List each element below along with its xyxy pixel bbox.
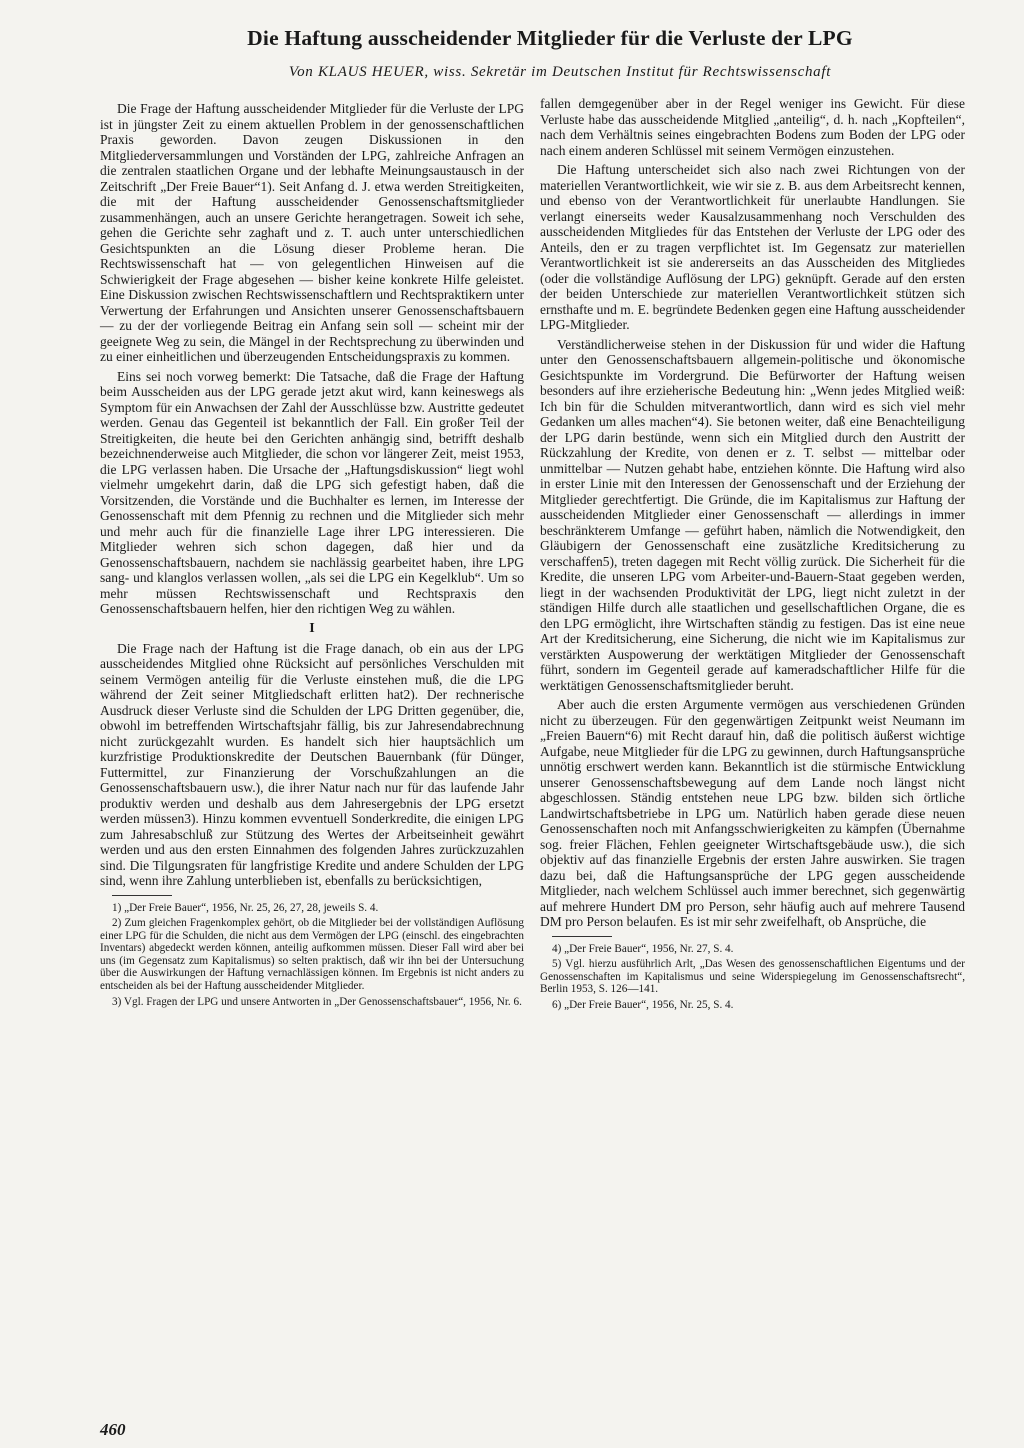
footnote: 4) „Der Freie Bauer“, 1956, Nr. 27, S. 4. [552,942,734,955]
paragraph: Die Frage nach der Haftung ist die Frage danach, ob ein aus der LPG ausscheidendes Mitglied ohne Rücksicht auf persönliches Verschulden mit seinem Vermögen anteilig für die Verluste einstehen muß, die die LPG während der Zeit seiner Mitgliedschaft erlitten hat2). Der rechnerische Ausdruck dieser Verluste sind die Schulden der LPG Dritten gegenüber, die, obwohl im betreffenden Wirtschaftsjahr fällig, bis zur Jahresendabrechnung nicht zurückgezahlt wurden. Es handelt sich hier hauptsächlich um kurzfristige Produktionskredite der Deutschen Bauernbank (für Dünger, Futtermittel, zur Finanzierung der Vorschußzahlungen an die Genossenschaftsbauern usw.), die ihrer Natur nach nur für das laufende Jahr produktiv werden und deshalb aus dem Jahresergebnis der LPG ersetzt werden müssen3). Hinzu kommen evventuell Sonderkredite, die einigen LPG zum Jahresabschluß zur Stützung des Wertes der Arbeitseinheit gewährt werden und aus den ersten Einnahmen des folgenden Jahres zurückzuzahlen sind. Die Tilgungsraten für langfristige Kredite und andere Schulden der LPG sind, wenn ihre Zahlung unterblieben ist, ebenfalls zu berücksichtigen, [100,640,524,888]
article-title: Die Haftung ausscheidender Mitglieder für die Verluste der LPG [247,26,853,50]
paragraph: Die Haftung unterscheidet sich also nach zwei Richtungen von der materiellen Verantwortlichkeit, wie wir sie z. B. aus dem Arbeitsrecht kennen, und ebenso von der Verantwortlichkeit für unerlaubte Handlungen. Sie verlangt einerseits weder Kausalzusammenhang noch Verschulden des ausscheidenden Mitgliedes für das Entstehen der Verluste der LPG oder des Anteils, den er zu tragen verpflichtet ist. Im Gegensatz zur materiellen Verantwortlichkeit ist sie andererseits an das Ausscheiden des Mitgliedes (oder die vollständige Auflösung der LPG) geknüpft. Gerade auf den ersten der beiden Unterschiede zur materiellen Verantwortlichkeit stützen sich ernsthafte und m. E. begründete Bedenken gegen eine Haftung ausscheidender LPG-Mitglieder. [540,162,965,332]
right-column [540,96,965,1014]
footnote-divider [112,895,172,896]
article-byline: Von KLAUS HEUER, wiss. Sekretär im Deutschen Institut für Rechtswissenschaft [288,64,832,80]
paragraph: Aber auch die ersten Argumente vermögen aus verschiedenen Gründen nicht zu überzeugen. Für den gegenwärtigen Zeitpunkt weist Neumann im „Freien Bauern“6) mit Recht darauf hin, daß die politisch äußerst wichtige Aufgabe, neue Mitglieder für die LPG zu gewinnen, durch Haftungsansprüche unnötig erschwert werden kann. Bekanntlich ist die stürmische Entwicklung unserer Genossenschaftsbewegung auf dem Lande noch längst nicht abgeschlossen. Ständig entstehen neue LPG bzw. bilden sich örtliche Landwirtschaftsbetriebe in LPG um. Natürlich haben gerade diese neuen Genossenschaften noch mit Anfangsschwierigkeiten zu kämpfen (Übernahme sog. freier Flächen, Fehlen geeigneter Wirtschaftsgebäude usw.), die sich objektiv auf das finanzielle Ergebnis der ersten Jahre auswirken. Sie tragen dazu bei, daß die Haftungsansprüche der LPG gegen ausscheidende Mitglieder, nach welchem Schlüssel auch immer berechnet, sich gegenwärtig auf mehrere Hundert DM pro Person, sehr häufig auch auf mehrere Tausend DM pro Person belaufen. Es ist mir sehr zweifelhaft, ob Ansprüche, die [540,697,965,929]
footnote: 3) Vgl. Fragen der LPG und unsere Antworten in „Der Genossenschaftsbauer“, 1956, Nr. 6. [112,995,522,1008]
footnote: 1) „Der Freie Bauer“, 1956, Nr. 25, 26, 27, 28, jeweils S. 4. [112,901,379,914]
footnote: 5) Vgl. hierzu ausführlich Arlt, „Das Wesen des genossenschaftlichen Eigentums und der Genossenschaften im Kapitalismus und seine Widerspiegelung im Genossenschaftsrecht“, Berlin 1953, S. 126—141. [540,958,965,996]
section-heading: I [309,620,315,636]
paragraph: Die Frage der Haftung ausscheidender Mitglieder für die Verluste der LPG ist in jüngster Zeit zu einem aktuellen Problem in der genossenschaftlichen Praxis geworden. Davon zeugen Diskussionen in den Mitgliederversammlungen und Vorständen der LPG, zahlreiche Anfragen an die zentralen staatlichen Organe und der lebhafte Meinungsaustausch in der Zeitschrift „Der Freie Bauer“1). Seit Anfang d. J. etwa werden Streitigkeiten, die mit der Haftung ausscheidender Genossenschaftsmitglieder zusammenhängen, auch an unsere Gerichte herangetragen. Soweit ich sehe, gehen die Gerichte sehr zaghaft und z. T. auch unter unterschiedlichen Gesichtspunkten an die Lösung dieser Probleme heran. Die Rechtswissenschaft hat — von gelegentlichen Hinweisen auf die Schwierigkeit der Frage abgesehen — bisher keine konkrete Hilfe geleistet. Eine Diskussion zwischen Rechtswissenschaftlern und Rechtspraktikern unter Verwertung der Erfahrungen und Ansichten unserer Genossenschaftsbauern — zu der der vorliegende Beitrag ein Anfang sein soll — scheint mir der geeignete Weg zu sein, die Mängel in der Rechtsprechung zu überwinden und zu einer einheitlichen und überzeugenden Entscheidungspraxis zu kommen. [100,101,524,364]
paragraph: Eins sei noch vorweg bemerkt: Die Tatsache, daß die Frage der Haftung beim Ausscheiden aus der LPG gerade jetzt akut wird, kann keineswegs als Symptom für ein Anwachsen der Zahl der Ausschlüsse bzw. Austritte gedeutet werden. Genau das Gegenteil ist bekanntlich der Fall. Ein großer Teil der Streitigkeiten, die heute bei den Gerichten anhängig sind, betrifft deshalb bezeichnenderweise auch Mitglieder, die schon vor längerer Zeit, meist 1953, die LPG verlassen haben. Die Ursache der „Haftungsdiskussion“ liegt wohl vielmehr umgekehrt darin, daß die LPG sich gefestigt haben, daß die Vorsitzenden, die Vorstände und die Buchhalter es lernen, im Interesse der Genossenschaft mit dem Pfennig zu rechnen und die Mitglieder sich mehr und mehr auch für die finanzielle Lage ihrer LPG interessieren. Die Mitglieder wehren sich schon dagegen, daß hier und da Genossenschaftsbauern, nachdem sie nachlässig gearbeitet haben, ihre LPG sang- und klanglos verlassen wollen, „als sei die LPG ein Kegelklub“. Um so mehr müssen Rechtswissenschaft und Rechtspraxis den Genossenschaftsbauern helfen, hier den richtigen Weg zu wählen. [100,368,524,616]
page-number: 460 [100,1420,126,1439]
footnote-divider [552,936,612,937]
footnote: 2) Zum gleichen Fragenkomplex gehört, ob die Mitglieder bei der vollständigen Auflösung einer LPG für die Schulden, die nicht aus dem Vermögen der LPG (einschl. des eingebrachten Inventars) abgedeckt werden können, anteilig aufkommen müssen. Dieser Fall wird aber bei uns (im Gegensatz zum Kapitalismus) so selten praktisch, daß wir ihn bei der Untersuchung über die Auswirkungen der Haftung vernachlässigen können. Im Ergebnis ist nicht anders zu entscheiden als bei der Haftung ausscheidender Mitglieder. [100,917,524,993]
left-column [100,101,524,1011]
footnote: 6) „Der Freie Bauer“, 1956, Nr. 25, S. 4. [552,998,734,1011]
paragraph: Verständlicherweise stehen in der Diskussion für und wider die Haftung unter den Genossenschaftsbauern allgemein-politische und ökonomische Gesichtspunkte im Vordergrund. Die Befürworter der Haftung weisen besonders auf ihre erzieherische Bedeutung hin: „Wenn jedes Mitglied weiß: Ich bin für die Schulden mitverantwortlich, dann wird es sich viel mehr Gedanken um alles machen“4). Sie betonen weiter, daß eine Benachteiligung der LPG darin bestünde, wenn sich ein Mitglied durch den Austritt der Rückzahlung der Kredite, von denen er z. T. selbst — mittelbar oder unmittelbar — Nutzen gehabt habe, entziehen könnte. Die Haftung wird also in erster Linie mit den Interessen der Genossenschaft und der Erziehung der Mitglieder gerechtfertigt. Die Gründe, die im Kapitalismus zur Haftung der ausscheidenden Mitglieder einer Genossenschaft — allerdings in immer beschränkterem Umfange — geführt haben, nämlich die Notwendigkeit, den Gläubigern der Genossenschaft eine zusätzliche Kreditsicherung zu verschaffen5), treten dagegen mit Recht völlig zurück. Die Sicherheit für die Kredite, die unseren LPG vom Arbeiter-und-Bauern-Staat gegeben werden, liegt in der wachsenden Produktivität der LPG, liegt nicht zuletzt in der ständigen Hilfe durch alle staatlichen und gesellschaftlichen Organe, die es den LPG ermöglicht, ihre Wirtschaften ständig zu festigen. Das ist eine neue Art der Kreditsicherung, eine Sicherung, die nicht wie im Kapitalismus zur verstärkten Auspowerung der werktätigen Mitglieder der Genossenschaft führt, sondern im Gegenteil gerade auf kameradschaftlicher Hilfe für die werktätigen Genossenschaftsmitglieder beruht. [540,336,965,693]
paragraph: fallen demgegenüber aber in der Regel weniger ins Gewicht. Für diese Verluste habe das ausscheidende Mitglied „anteilig“, d. h. nach „Kopfteilen“, nach dem Verhältnis seines eingebrachten Bodens zum Boden der LPG oder nach einem anderen Schlüssel mit seinem Vermögen einzustehen. [540,96,965,158]
